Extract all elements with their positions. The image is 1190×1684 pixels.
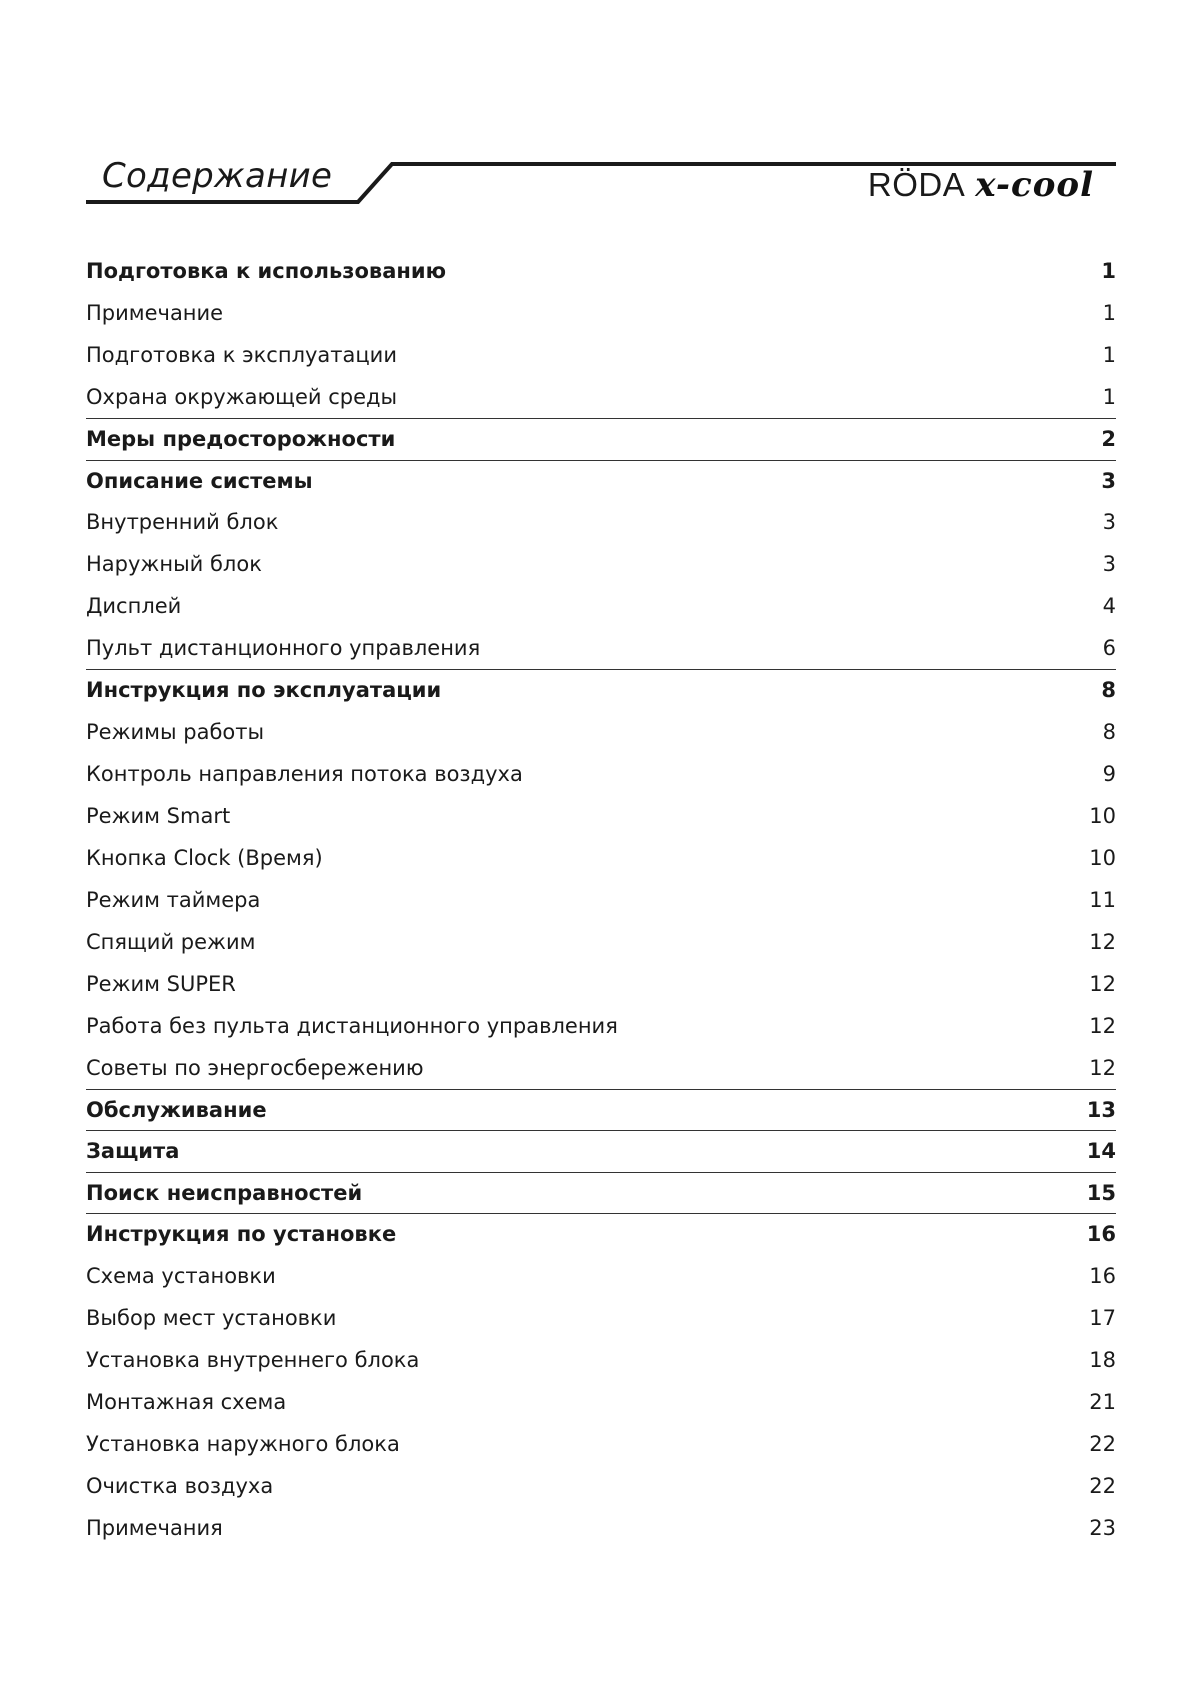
toc-entry-label: Наружный блок [86, 552, 262, 576]
toc-page-number: 12 [1089, 1055, 1116, 1080]
toc-entry-label: Режим Smart [86, 803, 231, 828]
toc-entry-label: Режимы работы [86, 719, 265, 744]
toc-item-row[interactable] [86, 879, 1116, 921]
toc-entry-label: Подготовка к эксплуатации [86, 343, 397, 367]
toc-item-row[interactable] [86, 1423, 1116, 1465]
toc-item-row[interactable] [86, 921, 1116, 963]
toc-entry-label: Контроль направления потока воздуха [86, 761, 523, 786]
toc-entry-label: Поиск неисправностей [86, 1180, 363, 1205]
toc-section-row[interactable] [86, 418, 1116, 460]
toc-entry-label: Выбор мест установки [86, 1305, 337, 1330]
toc-entry-label: Схема установки [86, 1263, 276, 1288]
toc-entry-label: Примечания [86, 1515, 223, 1540]
toc-item-row[interactable] [86, 837, 1116, 879]
toc-item-row[interactable] [86, 963, 1116, 1005]
toc-entry-label: Внутренний блок [86, 510, 279, 534]
toc-entry-label: Инструкция по установке [86, 1222, 397, 1247]
toc-page-number: 1 [1101, 259, 1116, 283]
brand-logo [867, 165, 1094, 205]
toc-item-row[interactable] [86, 543, 1116, 585]
toc-section-row[interactable] [86, 460, 1116, 502]
toc-section-row[interactable] [86, 1130, 1116, 1172]
toc-page-number: 12 [1089, 929, 1116, 954]
toc-entry-label: Кнопка Clock (Время) [86, 845, 323, 870]
toc-section-row[interactable] [86, 1213, 1116, 1255]
toc-page-number: 3 [1102, 552, 1116, 576]
toc-entry-label: Режим SUPER [86, 971, 236, 996]
toc-entry-label: Примечание [86, 301, 224, 325]
toc-entry-label: Пульт дистанционного управления [86, 636, 481, 660]
toc-item-row[interactable] [86, 501, 1116, 543]
toc-page-number: 17 [1089, 1305, 1116, 1330]
toc-entry-label: Охрана окружающей среды [86, 385, 398, 409]
toc-page-number: 1 [1102, 343, 1116, 367]
toc-item-row[interactable] [86, 292, 1116, 334]
toc-page-number: 12 [1089, 1013, 1116, 1038]
toc-item-row[interactable] [86, 1255, 1116, 1297]
toc-entry-label: Инструкция по эксплуатации [86, 678, 442, 703]
toc-page-number: 22 [1089, 1431, 1116, 1456]
toc-page-number: 18 [1089, 1347, 1116, 1372]
toc-entry-label: Советы по энергосбережению [86, 1055, 424, 1080]
toc-section-row[interactable] [86, 669, 1116, 711]
toc-page-number: 16 [1086, 1222, 1116, 1247]
toc-entry-label: Работа без пульта дистанционного управления [86, 1013, 618, 1038]
toc-entry-label: Установка внутреннего блока [86, 1347, 420, 1372]
toc-page-number: 6 [1102, 636, 1116, 660]
toc-page-number: 10 [1089, 845, 1116, 870]
toc-entry-label: Меры предосторожности [86, 427, 396, 452]
toc-item-row[interactable] [86, 753, 1116, 795]
toc-entry-label: Подготовка к использованию [86, 259, 447, 283]
toc-page-number: 1 [1102, 301, 1116, 325]
toc-item-row[interactable] [86, 376, 1116, 418]
toc-page-number: 16 [1089, 1263, 1116, 1288]
toc-page-number: 10 [1089, 803, 1116, 828]
toc-page-number: 15 [1086, 1180, 1116, 1205]
toc-page-number: 11 [1089, 887, 1116, 912]
toc-page-number: 9 [1102, 761, 1116, 786]
toc-item-row[interactable] [86, 1005, 1116, 1047]
toc-item-row[interactable] [86, 1465, 1116, 1507]
toc-page-number: 1 [1102, 385, 1116, 409]
toc-item-row[interactable] [86, 795, 1116, 837]
toc-item-row[interactable] [86, 711, 1116, 753]
toc-item-row[interactable] [86, 1507, 1116, 1549]
toc-entry-label: Установка наружного блока [86, 1431, 400, 1456]
toc-entry-label: Очистка воздуха [86, 1473, 274, 1498]
toc-section-row[interactable] [86, 1172, 1116, 1214]
toc-entry-label: Режим таймера [86, 887, 261, 912]
toc-item-row[interactable] [86, 1381, 1116, 1423]
toc-entry-label: Монтажная схема [86, 1389, 287, 1414]
toc-item-row[interactable] [86, 334, 1116, 376]
toc-section-row[interactable] [86, 1089, 1116, 1131]
toc-item-row[interactable] [86, 1339, 1116, 1381]
page-header [86, 150, 1116, 210]
toc-item-row[interactable] [86, 1297, 1116, 1339]
toc-page-number: 23 [1089, 1515, 1116, 1540]
page-title: Содержание [102, 156, 333, 196]
toc-section-row[interactable] [86, 250, 1116, 292]
toc-page-number: 14 [1086, 1139, 1116, 1164]
toc-entry-label: Спящий режим [86, 929, 256, 954]
toc-page-number: 13 [1086, 1097, 1116, 1122]
toc-page-number: 21 [1089, 1389, 1116, 1414]
toc-page-number: 8 [1102, 719, 1116, 744]
toc-item-row[interactable] [86, 585, 1116, 627]
table-of-contents [86, 250, 1116, 1549]
toc-page-number: 3 [1102, 510, 1116, 534]
brand-name: RÖDA [867, 166, 966, 203]
toc-page-number: 2 [1101, 427, 1116, 452]
toc-item-row[interactable] [86, 627, 1116, 669]
brand-model: x-cool [975, 165, 1094, 205]
toc-page-number: 22 [1089, 1473, 1116, 1498]
toc-entry-label: Защита [86, 1139, 180, 1164]
toc-entry-label: Дисплей [86, 594, 182, 618]
toc-page-number: 8 [1101, 678, 1116, 703]
toc-page-number: 3 [1101, 468, 1116, 493]
toc-page-number: 12 [1089, 971, 1116, 996]
toc-entry-label: Описание системы [86, 468, 313, 493]
toc-entry-label: Обслуживание [86, 1097, 267, 1122]
toc-item-row[interactable] [86, 1047, 1116, 1089]
toc-page-number: 4 [1102, 594, 1116, 618]
